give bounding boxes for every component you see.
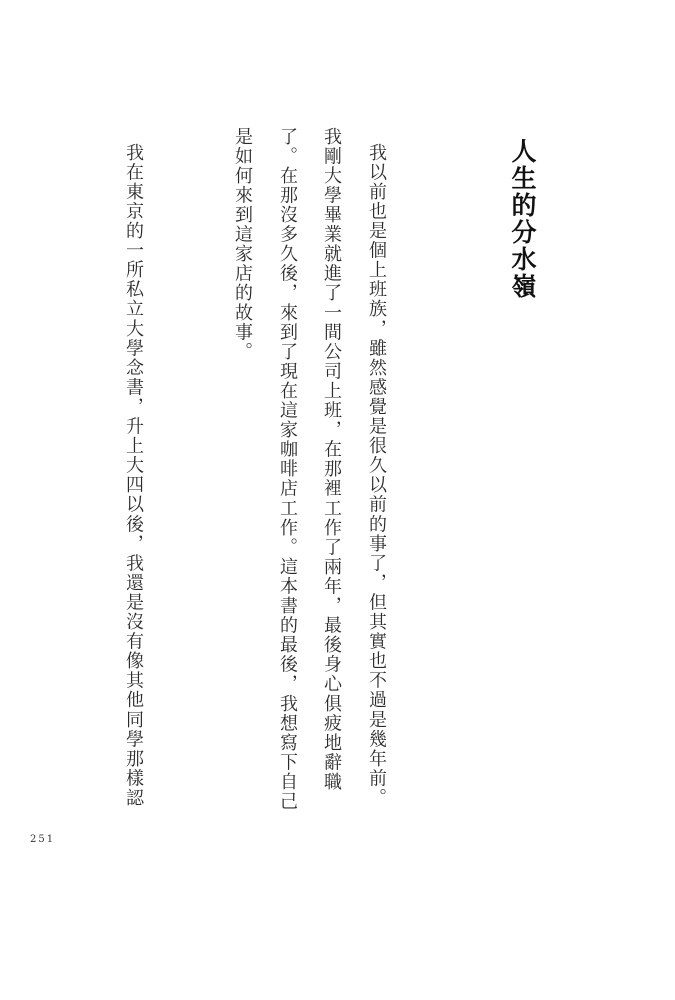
body-column-5: 我在東京的一所私立大學念書，升上大四以後，我還是沒有像其他同學那樣認: [123, 143, 144, 808]
body-column-4: 是如何來到這家店的故事。: [232, 127, 253, 362]
page-number: 251: [30, 834, 56, 845]
body-column-1: 我以前也是個上班族，雖然感覺是很久以前的事了，但其實也不過是幾年前。: [366, 143, 387, 808]
body-column-2: 我剛大學畢業就進了一間公司上班，在那裡工作了兩年，最後身心俱疲地辭職: [321, 127, 342, 792]
chapter-title: 人生的分水嶺: [508, 138, 537, 300]
body-column-3: 了。在那沒多久後，來到了現在這家咖啡店工作。這本書的最後，我想寫下自己: [277, 127, 298, 812]
